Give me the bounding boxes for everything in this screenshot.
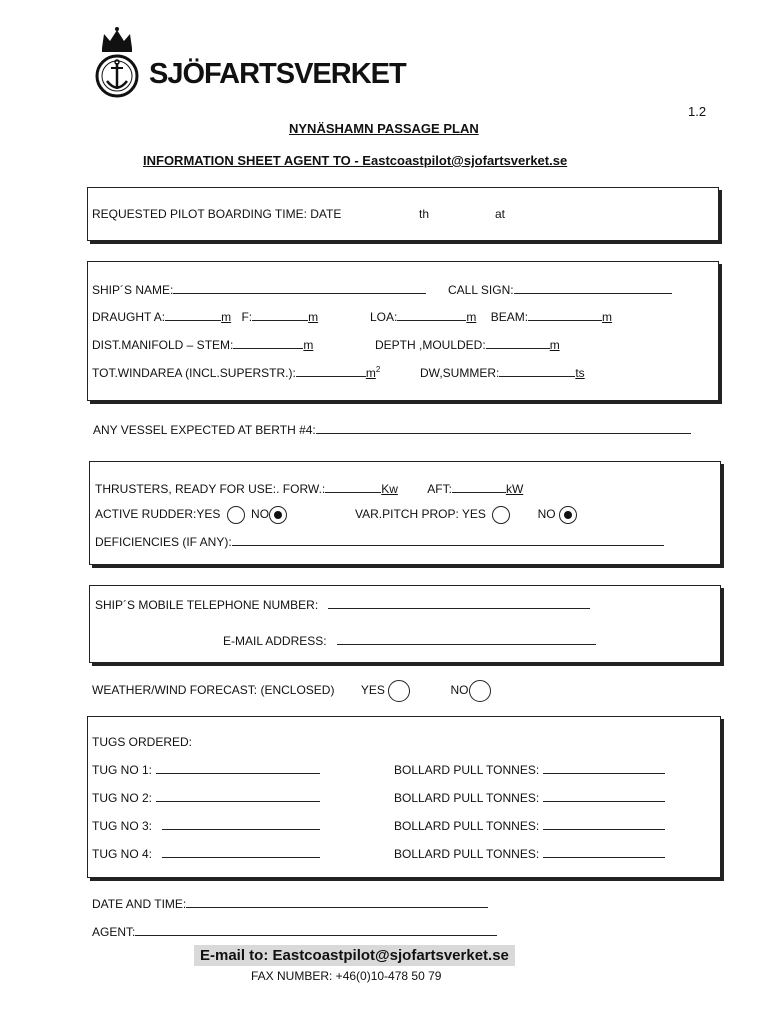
tug-row [92,846,320,861]
agent-row [92,924,497,939]
call-sign-field[interactable] [514,282,672,294]
bollard-label: BOLLARD PULL TONNES: [394,763,540,777]
f-unit: m [308,310,319,324]
ship-name-row [92,282,426,297]
boarding-at-label: at [495,207,506,221]
draught-a-field[interactable] [165,309,221,321]
date-time-label: DATE AND TIME: [92,897,187,911]
tug-label: TUG NO 2: [92,791,153,805]
varpitch-no-radio[interactable] [559,506,577,524]
weather-no-radio[interactable] [469,680,491,702]
bollard-field[interactable] [543,846,665,858]
bollard-label: BOLLARD PULL TONNES: [394,791,540,805]
tug-label: TUG NO 1: [92,763,153,777]
depth-field[interactable] [486,337,550,349]
tug-field[interactable] [162,818,320,830]
windarea-label: TOT.WINDAREA (INCL.SUPERSTR.): [92,366,296,380]
deficiencies-field[interactable] [232,534,664,546]
date-time-field[interactable] [186,896,488,908]
draught-a-unit: m [221,310,232,324]
bollard-row [394,762,665,777]
email-label: E-MAIL ADDRESS: [223,634,327,648]
dw-summer-field[interactable] [499,365,575,377]
beam-unit: m [602,310,613,324]
deficiencies-label: DEFICIENCIES (IF ANY): [95,535,232,549]
deficiencies-row [95,534,664,549]
bollard-field[interactable] [543,818,665,830]
bollard-row [394,818,665,833]
tug-field[interactable] [156,790,320,802]
boarding-time-label: REQUESTED PILOT BOARDING TIME: DATE [92,207,342,221]
varpitch-yes-radio[interactable] [492,506,510,524]
tug-field[interactable] [162,846,320,858]
tug-label: TUG NO 4: [92,847,153,861]
active-rudder-no-radio[interactable] [269,506,287,524]
email-row [223,633,596,648]
loa-row [370,309,612,324]
thrusters-label: THRUSTERS, READY FOR USE:. FORW.: [95,482,326,496]
version-number: 1.2 [688,104,707,119]
loa-label: LOA: [370,310,398,324]
draught-row [92,309,318,324]
depth-unit: m [549,338,560,352]
tug-row [92,762,320,777]
varpitch-label: VAR.PITCH PROP: YES [355,507,486,522]
windarea-field[interactable] [296,365,366,377]
rudder-row [95,506,287,524]
tug-field[interactable] [156,762,320,774]
f-label: F: [241,310,253,324]
bollard-row [394,790,665,805]
draught-a-label: DRAUGHT A: [92,310,166,324]
phone-field[interactable] [328,597,590,609]
dist-manifold-unit: m [303,338,314,352]
dw-summer-row [420,365,585,380]
ship-name-label: SHIP´S NAME: [92,283,174,297]
loa-unit: m [466,310,477,324]
logo-wordmark: SJÖFARTSVERKET [149,58,406,90]
berth-field[interactable] [316,422,691,434]
bollard-label: BOLLARD PULL TONNES: [394,847,540,861]
beam-label: BEAM: [490,310,529,324]
windarea-unit: m [365,366,376,380]
dist-manifold-label: DIST.MANIFOLD – STEM: [92,338,234,352]
berth-row [93,422,691,437]
thrusters-forw-unit: Kw [381,482,398,496]
phone-row [95,597,590,612]
weather-yes-radio[interactable] [388,680,410,702]
weather-no-label: NO [450,683,469,698]
dist-manifold-field[interactable] [233,337,303,349]
ship-name-field[interactable] [173,282,426,294]
dist-manifold-row [92,337,313,352]
depth-row [375,337,560,352]
agent-field[interactable] [135,924,497,936]
tug-row [92,790,320,805]
agent-label: AGENT: [92,925,136,939]
thrusters-aft-unit: kW [505,482,524,496]
windarea-row [92,365,380,380]
varpitch-no-label: NO [537,507,556,522]
call-sign-label: CALL SIGN: [448,283,514,297]
email-field[interactable] [337,633,596,645]
weather-label: WEATHER/WIND FORECAST: (ENCLOSED) [92,683,335,698]
thrusters-aft-label: AFT: [427,482,452,496]
weather-yes-label: YES [360,683,385,698]
weather-row [92,680,491,702]
thrusters-forw-field[interactable] [325,481,381,493]
loa-field[interactable] [397,309,466,321]
tug-row [92,818,320,833]
varpitch-row [355,506,577,524]
bollard-field[interactable] [543,790,665,802]
date-time-row [92,896,488,911]
crown-anchor-emblem-icon [92,26,142,100]
depth-label: DEPTH ,MOULDED: [375,338,486,352]
f-field[interactable] [252,309,308,321]
page-title: NYNÄSHAMN PASSAGE PLAN [289,121,479,136]
page-subtitle: INFORMATION SHEET AGENT TO - Eastcoastpilot@sjofartsverket.se [143,153,568,168]
windarea-unit-superscript: 2 [375,365,381,374]
bollard-label: BOLLARD PULL TONNES: [394,819,540,833]
active-rudder-yes-radio[interactable] [227,506,245,524]
beam-field[interactable] [528,309,602,321]
logo [92,26,142,105]
call-sign-row [448,282,672,297]
dw-summer-unit: ts [575,366,585,380]
dw-summer-label: DW,SUMMER: [420,366,500,380]
berth-label: ANY VESSEL EXPECTED AT BERTH #4: [93,423,316,437]
tug-label: TUG NO 3: [92,819,153,833]
boarding-date-th: th [419,207,430,221]
fax-number: FAX NUMBER: +46(0)10-478 50 79 [251,969,442,983]
thrusters-aft-field[interactable] [452,481,506,493]
active-rudder-no-label: NO [251,507,270,522]
tugs-ordered-label: TUGS ORDERED: [92,735,193,749]
active-rudder-label: ACTIVE RUDDER:YES [95,507,221,522]
email-banner: E-mail to: Eastcoastpilot@sjofartsverket.se [194,945,515,966]
phone-label: SHIP´S MOBILE TELEPHONE NUMBER: [95,598,319,612]
bollard-field[interactable] [543,762,665,774]
bollard-row [394,846,665,861]
thrusters-row [95,481,523,496]
